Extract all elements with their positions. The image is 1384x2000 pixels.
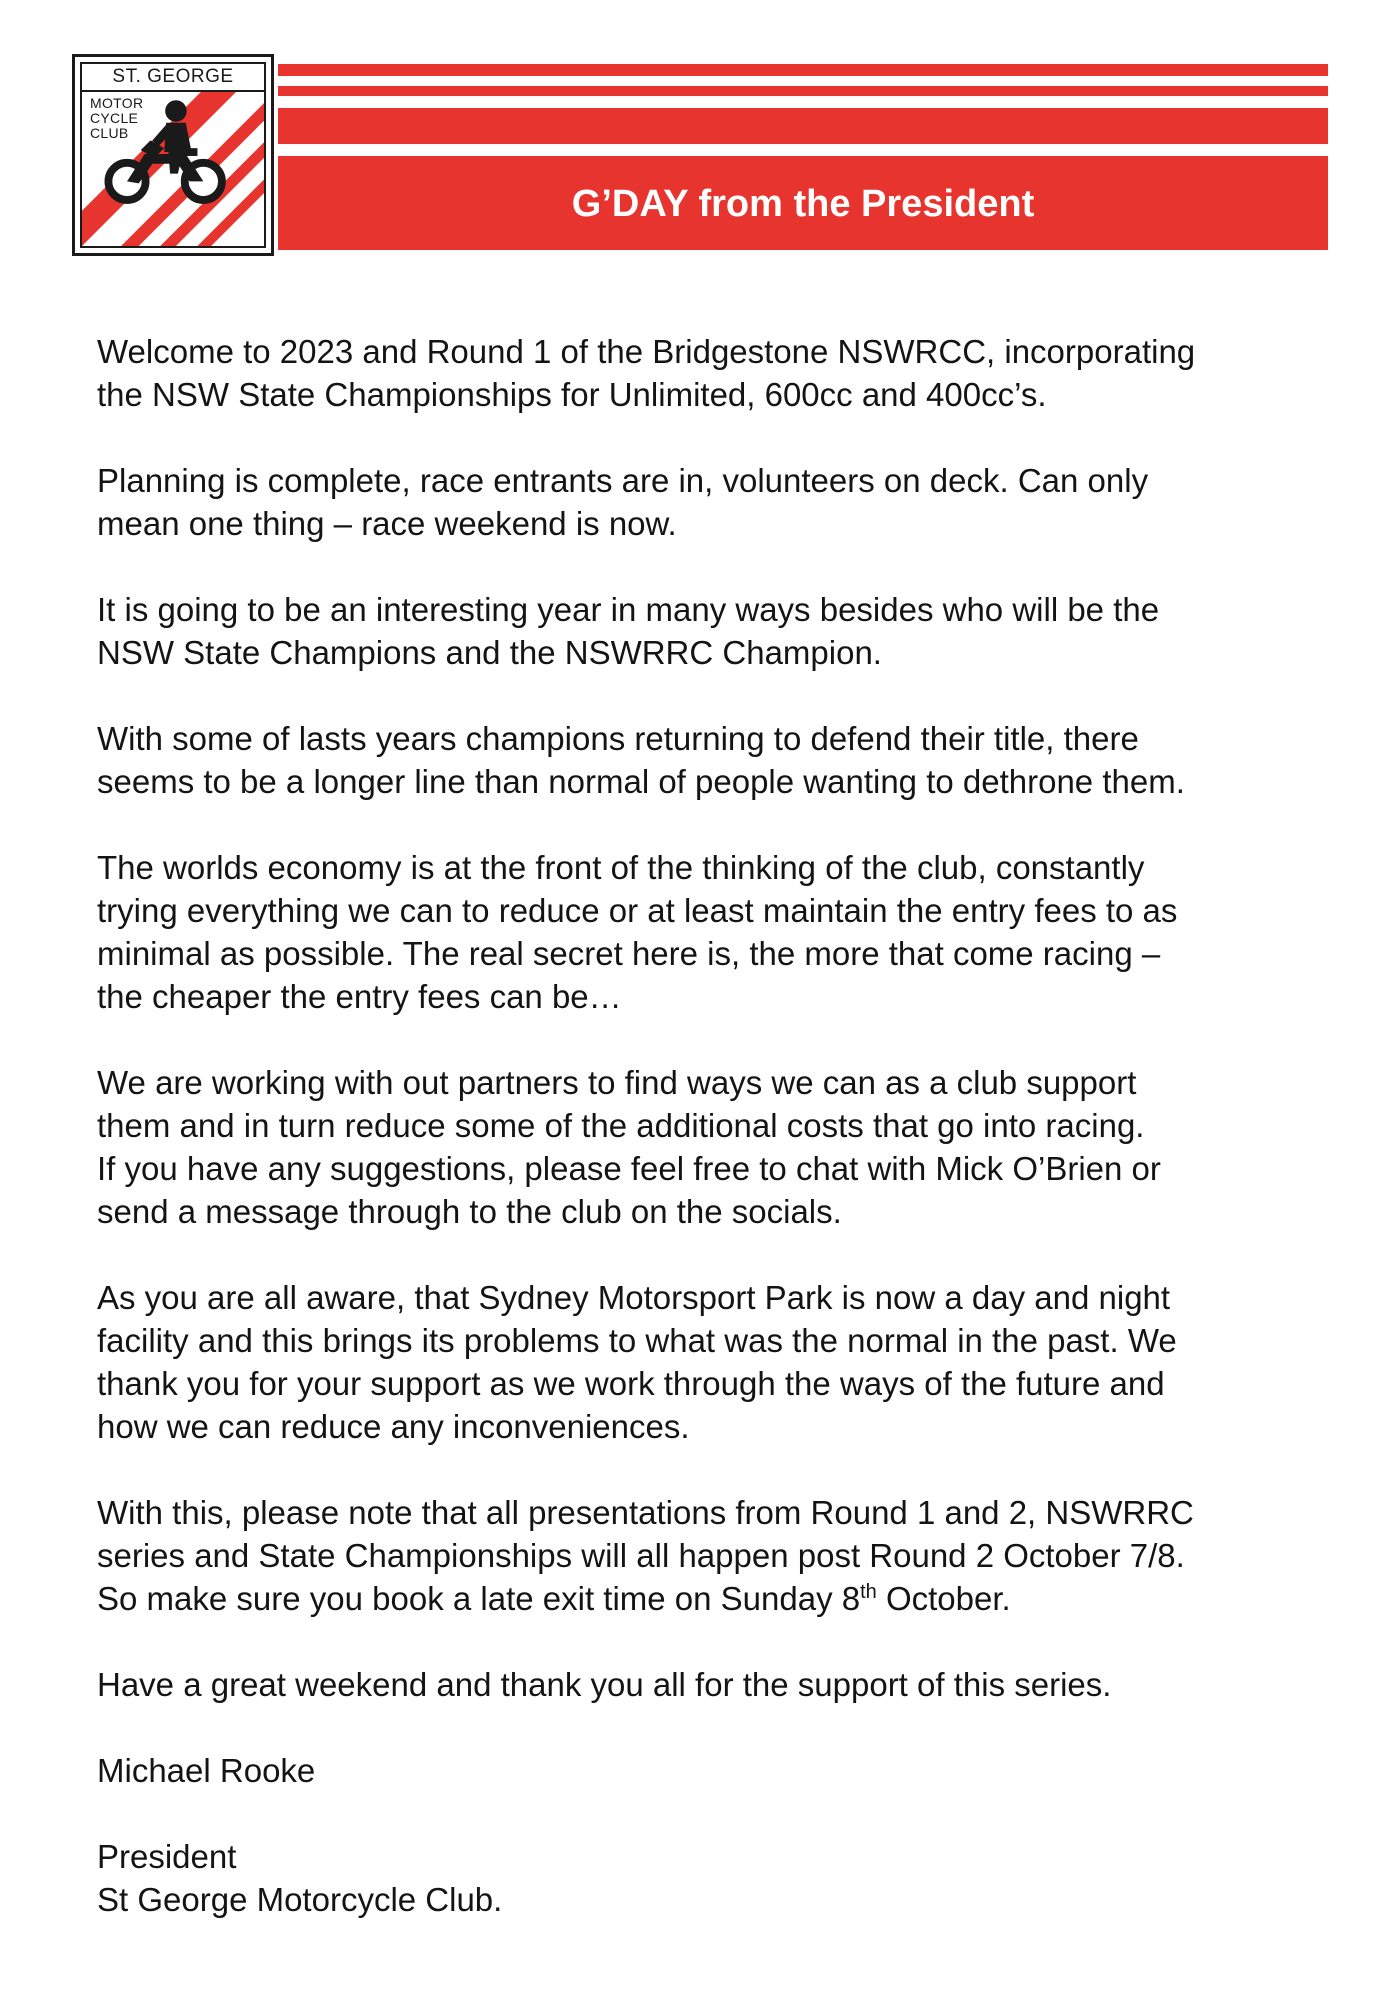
letter-body: [97, 330, 1337, 1921]
signature-org: St George Motorcycle Club.: [97, 1881, 503, 1918]
signature-role: President: [97, 1838, 237, 1875]
paragraph-line: Welcome to 2023 and Round 1 of the Bridgestone NSWRCC, incorporating: [97, 333, 1196, 370]
logo-line-club: CLUB: [90, 125, 129, 141]
letter-paragraphs: [97, 330, 1337, 1448]
paragraph-line: series and State Championships will all happen post Round 2 October 7/8.: [97, 1537, 1185, 1574]
logo-line-cycle: CYCLE: [90, 110, 139, 126]
letter-paragraph: [97, 588, 1337, 674]
paragraph-line: So make sure you book a late exit time on Sunday 8: [97, 1580, 861, 1617]
ordinal-suffix: th: [860, 1581, 877, 1603]
paragraph-line: trying everything we can to reduce or at least maintain the entry fees to as: [97, 892, 1178, 929]
paragraph-line: seems to be a longer line than normal of people wanting to dethrone them.: [97, 763, 1185, 800]
letter-paragraph: [97, 717, 1337, 803]
header: [0, 0, 1384, 270]
paragraph-line: thank you for your support as we work through the ways of the future and: [97, 1365, 1165, 1402]
banner-stripe: [278, 64, 1328, 76]
logo-title: ST. GEORGE: [82, 64, 264, 92]
paragraph-line: The worlds economy is at the front of the thinking of the club, constantly: [97, 849, 1145, 886]
banner-stripe: [278, 86, 1328, 96]
logo-line-motor: MOTOR: [90, 95, 144, 111]
letter-paragraph: [97, 1061, 1337, 1233]
signature-block: [97, 1749, 1337, 1921]
paragraph-line: send a message through to the club on the socials.: [97, 1193, 842, 1230]
banner-stripe: [278, 108, 1328, 144]
paragraph-line: Planning is complete, race entrants are in, volunteers on deck. Can only: [97, 462, 1149, 499]
paragraph-line: them and in turn reduce some of the additional costs that go into racing.: [97, 1107, 1145, 1144]
club-logo: [72, 54, 274, 256]
paragraph-line: NSW State Champions and the NSWRRC Champion.: [97, 634, 882, 671]
paragraph-line: the NSW State Championships for Unlimited, 600cc and 400cc’s.: [97, 376, 1047, 413]
paragraph-line: It is going to be an interesting year in many ways besides who will be the: [97, 591, 1160, 628]
signature-name: Michael Rooke: [97, 1752, 316, 1789]
page-title: G’DAY from the President: [571, 183, 1035, 225]
paragraph-line: October.: [876, 1580, 1011, 1617]
paragraph-line: With some of lasts years champions returning to defend their title, there: [97, 720, 1139, 757]
paragraph-line: facility and this brings its problems to what was the normal in the past. We: [97, 1322, 1177, 1359]
letter-paragraph: Have a great weekend and thank you all for the support of this series.: [97, 1666, 1112, 1703]
paragraph-line: We are working with out partners to find ways we can as a club support: [97, 1064, 1137, 1101]
letter-paragraph: [97, 1276, 1337, 1448]
paragraph-line: minimal as possible. The real secret here is, the more that come racing –: [97, 935, 1161, 972]
letter-paragraph: [97, 459, 1337, 545]
paragraph-line: mean one thing – race weekend is now.: [97, 505, 677, 542]
paragraph-line: With this, please note that all presentations from Round 1 and 2, NSWRRC: [97, 1494, 1194, 1531]
letter-paragraph: [97, 1491, 1337, 1620]
paragraph-line: As you are all aware, that Sydney Motorsport Park is now a day and night: [97, 1279, 1171, 1316]
letter-paragraph: [97, 846, 1337, 1018]
letter-paragraph: [97, 330, 1337, 416]
paragraph-line: how we can reduce any inconveniences.: [97, 1408, 690, 1445]
paragraph-line: If you have any suggestions, please feel free to chat with Mick O’Brien or: [97, 1150, 1161, 1187]
paragraph-line: the cheaper the entry fees can be…: [97, 978, 622, 1015]
